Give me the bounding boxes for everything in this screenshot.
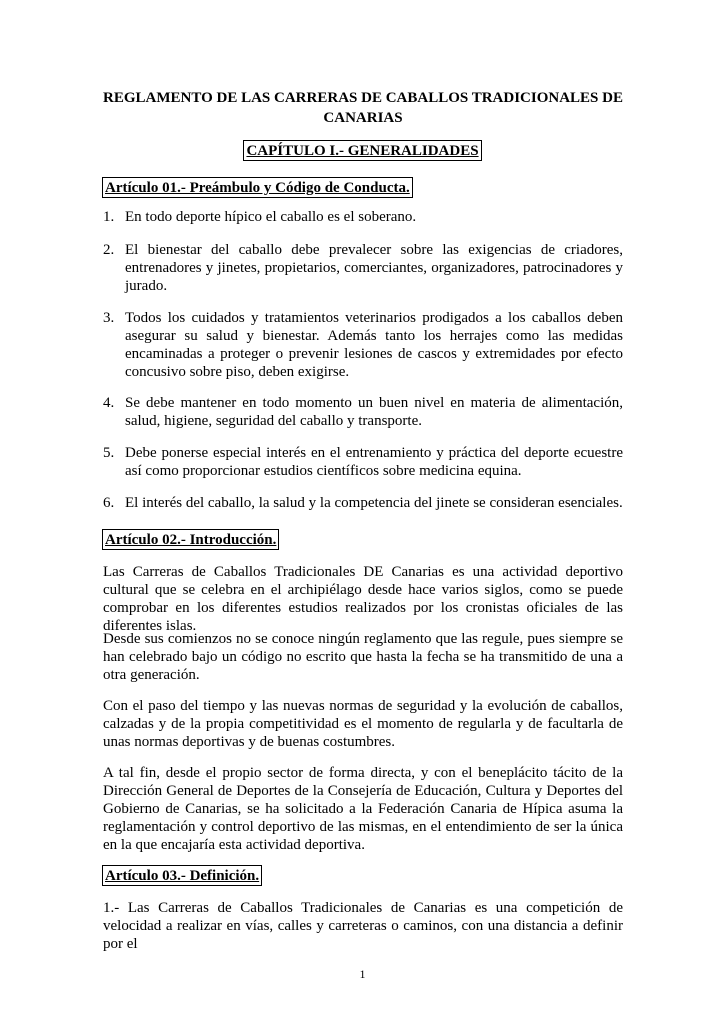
- list-item: [103, 309, 623, 381]
- list-item-text: El bienestar del caballo debe prevalecer sobre las exigencias de criadores, entrenadores y jinetes, propietarios, comerciantes, organizadores, patrocinadores y jurado.: [125, 242, 623, 294]
- list-item-text: Debe ponerse especial interés en el entrenamiento y práctica del deporte ecuestre así como proporcionar estudios científicos sobre medicina equina.: [125, 445, 623, 479]
- chapter-heading: CAPÍTULO I.- GENERALIDADES: [243, 140, 481, 161]
- list-item: [103, 208, 623, 226]
- list-item-number: 4.: [103, 395, 115, 411]
- article-3-heading-wrapper: [102, 865, 262, 886]
- chapter-heading-wrapper: [0, 140, 725, 161]
- list-item: [103, 444, 623, 480]
- list-item-number: 3.: [103, 310, 115, 326]
- article-1-heading-wrapper: [102, 177, 413, 198]
- list-item-number: 5.: [103, 445, 115, 461]
- paragraph: Con el paso del tiempo y las nuevas normas de seguridad y la evolución de caballos, calzadas y de la propia competitividad es el momento de regularla y de facultarla de unas normas deportivas y de buenas costumbres.: [103, 698, 623, 750]
- paragraph: A tal fin, desde el propio sector de forma directa, y con el beneplácito tácito de la Dirección General de Deportes de la Consejería de Educación, Cultura y Deportes del Gobierno de Canarias, se ha solicitado a la Federación Canaria de Hípica asuma la reglamentación y control deportivo de las mismas, en el entendimiento de ser la única en la que encajaría esta actividad deportiva.: [103, 765, 623, 853]
- article-3-heading: Artículo 03.- Definición.: [102, 865, 262, 886]
- document-title: REGLAMENTO DE LAS CARRERAS DE CABALLOS TRADICIONALES DE CANARIAS: [103, 90, 623, 126]
- list-item-text: El interés del caballo, la salud y la competencia del jinete se consideran esenciales.: [125, 495, 623, 511]
- list-item: [103, 494, 623, 512]
- page-number: 1: [359, 967, 366, 981]
- paragraph: Desde sus comienzos no se conoce ningún reglamento que las regule, pues siempre se han celebrado bajo un código no escrito que hasta la fecha se ha transmitido de una a otra generación.: [103, 631, 623, 683]
- list-item-text: En todo deporte hípico el caballo es el soberano.: [125, 209, 417, 225]
- list-item-text: Se debe mantener en todo momento un buen nivel en materia de alimentación, salud, higiene, seguridad del caballo y transporte.: [125, 395, 623, 429]
- list-item: [103, 394, 623, 430]
- paragraph: 1.- Las Carreras de Caballos Tradicionales de Canarias es una competición de velocidad a realizar en vías, calles y carreteras o caminos, con una distancia a definir por el: [103, 900, 623, 952]
- list-item-text: Todos los cuidados y tratamientos veterinarios prodigados a los caballos deben asegurar su salud y bienestar. Además tanto los herrajes como las medidas encaminadas a proteger o prevenir lesiones de cascos y extremidades por efecto concusivo sobre piso, deben exigirse.: [125, 310, 623, 380]
- article-1-heading: Artículo 01.- Preámbulo y Código de Conducta.: [102, 177, 413, 198]
- article-2-heading: Artículo 02.- Introducción.: [102, 529, 279, 550]
- article-2-heading-wrapper: [102, 529, 279, 550]
- list-item-number: 1.: [103, 209, 115, 225]
- list-item-number: 6.: [103, 495, 115, 511]
- paragraph: Las Carreras de Caballos Tradicionales DE Canarias es una actividad deportivo cultural que se celebra en el archipiélago desde hace varios siglos, como se puede comprobar en los diferentes estudios realizados por los cronistas oficiales de las diferentes islas.: [103, 564, 623, 634]
- list-item-number: 2.: [103, 242, 115, 258]
- list-item: [103, 241, 623, 295]
